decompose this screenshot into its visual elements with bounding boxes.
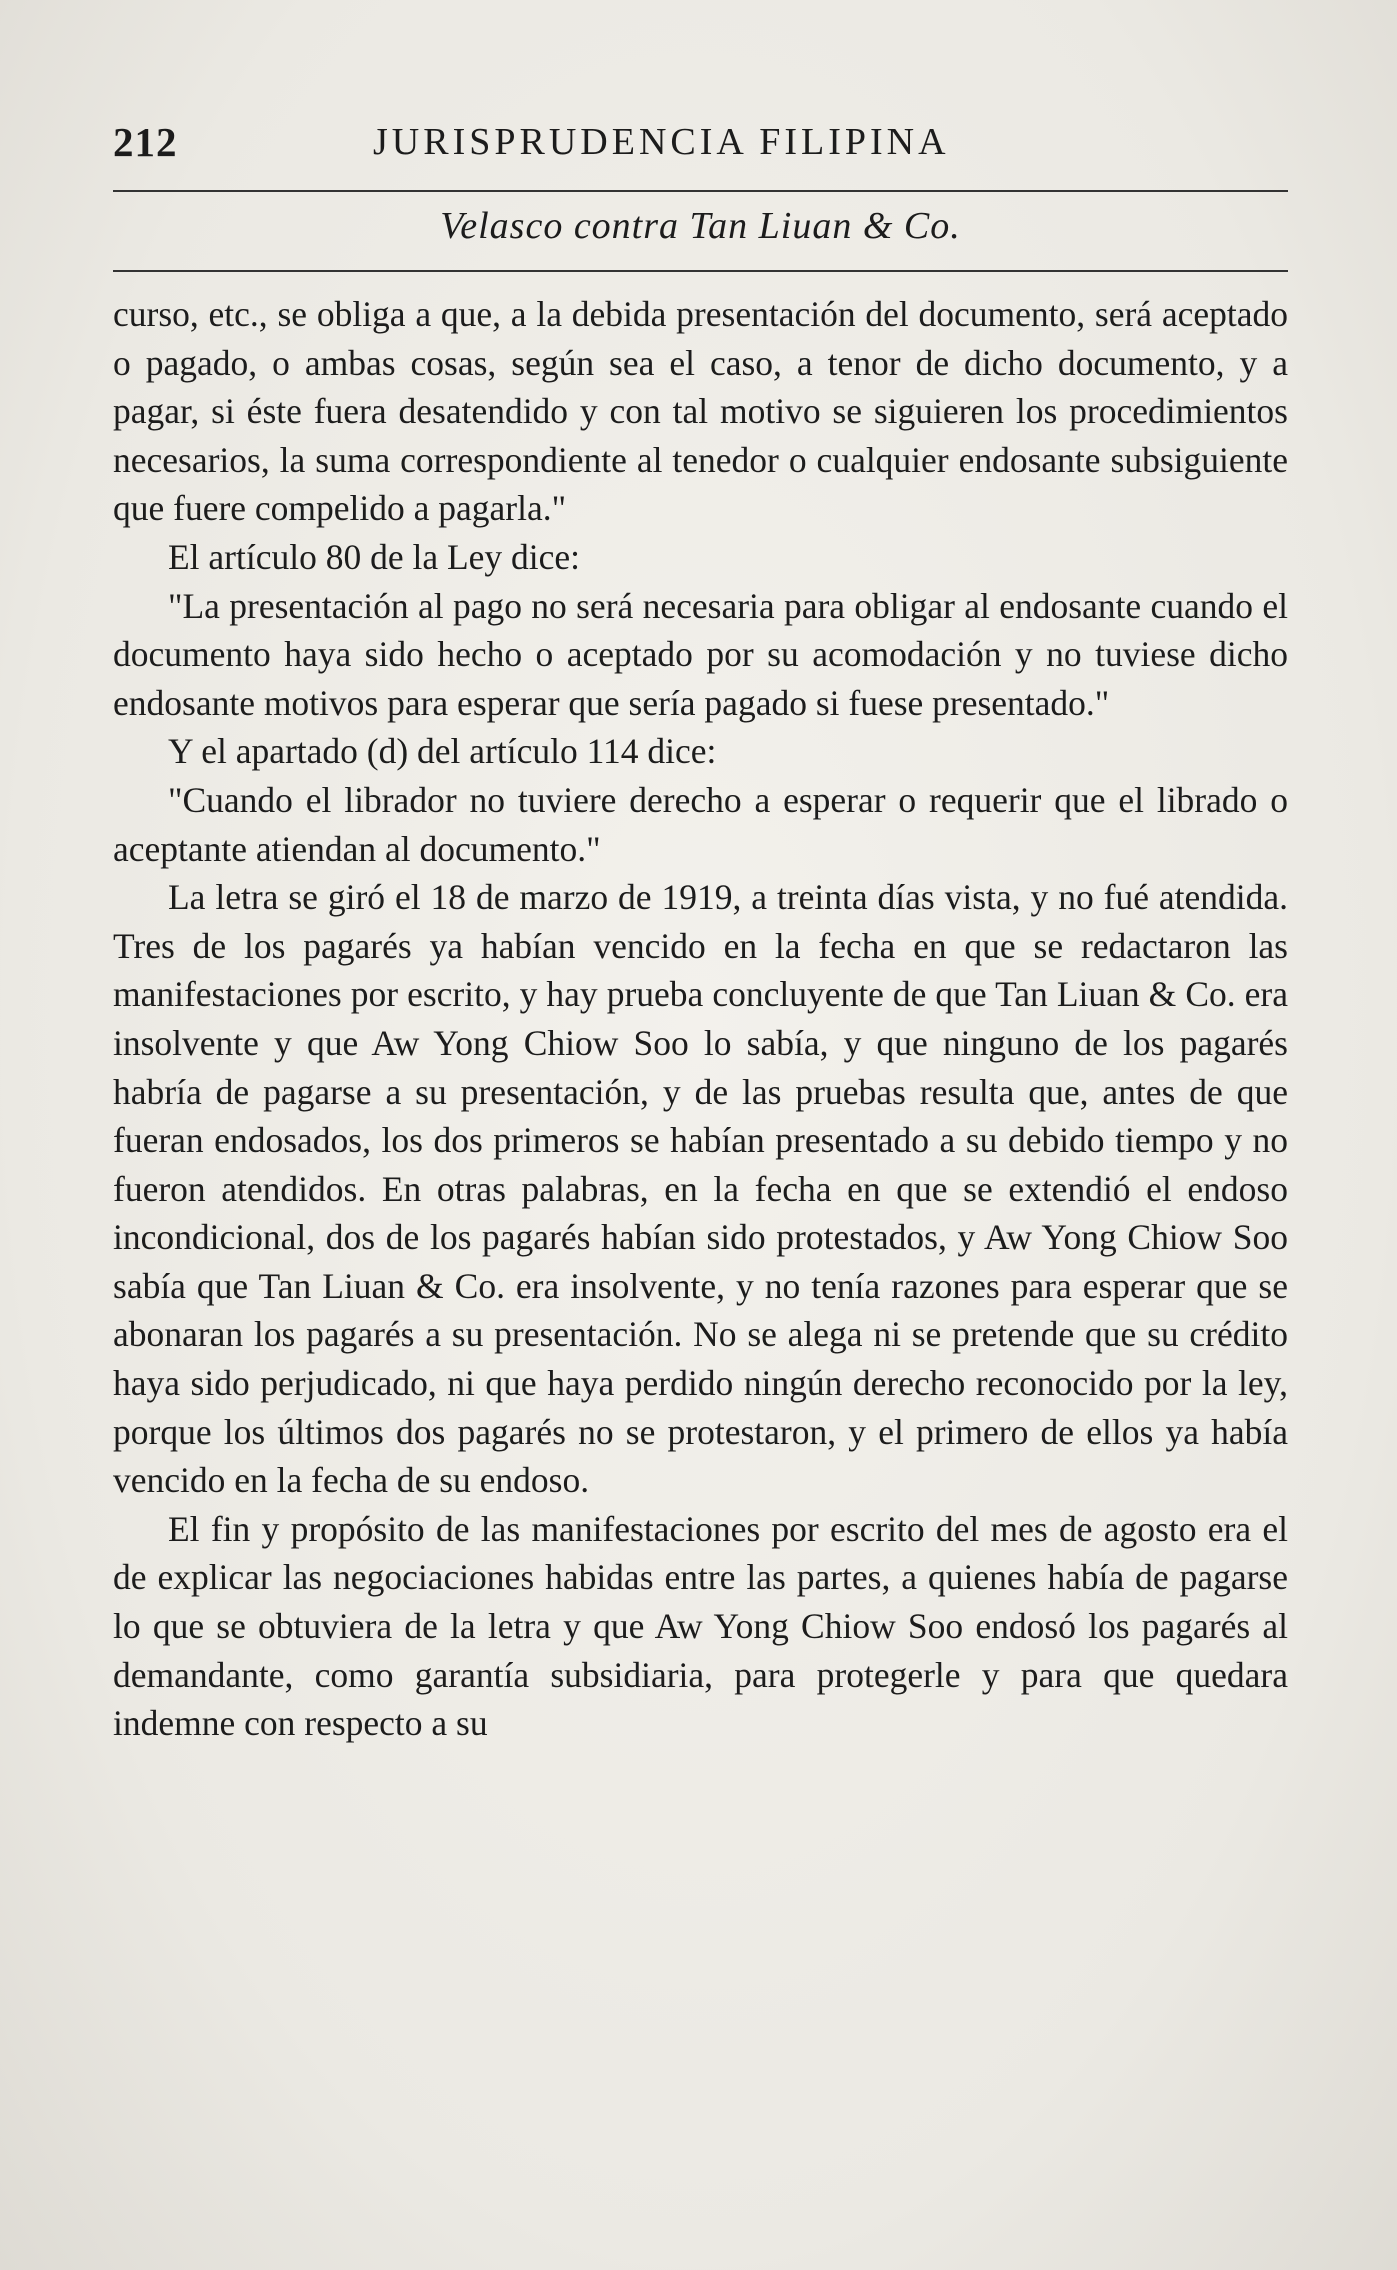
body-text xyxy=(113,290,1288,1748)
paragraph-article-80-intro: El artículo 80 de la Ley dice: xyxy=(168,536,581,577)
paragraph-article-114-intro: Y el apartado (d) del artículo 114 dice: xyxy=(168,731,717,772)
running-title: JURISPRUDENCIA FILIPINA xyxy=(373,121,950,163)
paragraph-purpose: El fin y propósito de las manifestaciones por escrito del mes de agosto era el de explicar las negociaciones habidas entre las partes, a quienes había de pagarse lo que se obtuviera de la letra y que Aw Yong Chiow Soo endosó los pagarés al demandante, como garantía subsidiaria, para protegerle y para que quedara indemne con respecto a su xyxy=(113,1508,1288,1744)
paragraph-article-114-quote: "Cuando el librador no tuviere derecho a esperar o requerir que el librado o aceptante atiendan al documento." xyxy=(113,779,1288,869)
page-header xyxy=(113,118,1288,178)
paragraph-facts: La letra se giró el 18 de marzo de 1919, a treinta días vista, y no fué atendida. Tres de los pagarés ya habían vencido en la fecha en que se redactaron las manifestaciones por escrito, y hay prueba concluyente de que Tan Liuan & Co. era insolvente y que Aw Yong Chiow Soo lo sabía, y que ninguno de los pagarés habría de pagarse a su presentación, y de las pruebas resulta que, antes de que fueran endosados, los dos primeros se habían presentado a su debido tiempo y no fueron atendidos. En otras palabras, en la fecha en que se extendió el endoso incondicional, dos de los pagarés habían sido protestados, y Aw Yong Chiow Soo sabía que Tan Liuan & Co. era insolvente, y no tenía razones para esperar que se abonaran los pagarés a su presentación. No se alega ni se pretende que su crédito haya sido perjudicado, ni que haya perdido ningún derecho reconocido por la ley, porque los últimos dos pagarés no se protestaron, y el primero de ellos ya había vencido en la fecha de su endoso. xyxy=(113,877,1288,1501)
paragraph-article-80-quote: "La presentación al pago no será necesaria para obligar al endosante cuando el documento haya sido hecho o aceptado por su acomodación y no tuviese dicho endosante motivos para esperar que sería pagado si fuese presentado." xyxy=(113,585,1288,723)
case-title: Velasco contra Tan Liuan & Co. xyxy=(440,205,961,247)
header-rule-top xyxy=(113,190,1288,192)
paragraph-continuation: curso, etc., se obliga a que, a la debida presentación del documento, será aceptado o pagado, o ambas cosas, según sea el caso, a tenor de dicho documento, y a pagar, si éste fuera desatendido y con tal motivo se siguieren los procedimientos necesarios, la suma correspondiente al tenedor o cualquier endosante subsiguiente que fuere compelido a pagarla." xyxy=(113,294,1288,529)
page-number: 212 xyxy=(113,119,178,165)
header-rule-bottom xyxy=(113,270,1288,272)
